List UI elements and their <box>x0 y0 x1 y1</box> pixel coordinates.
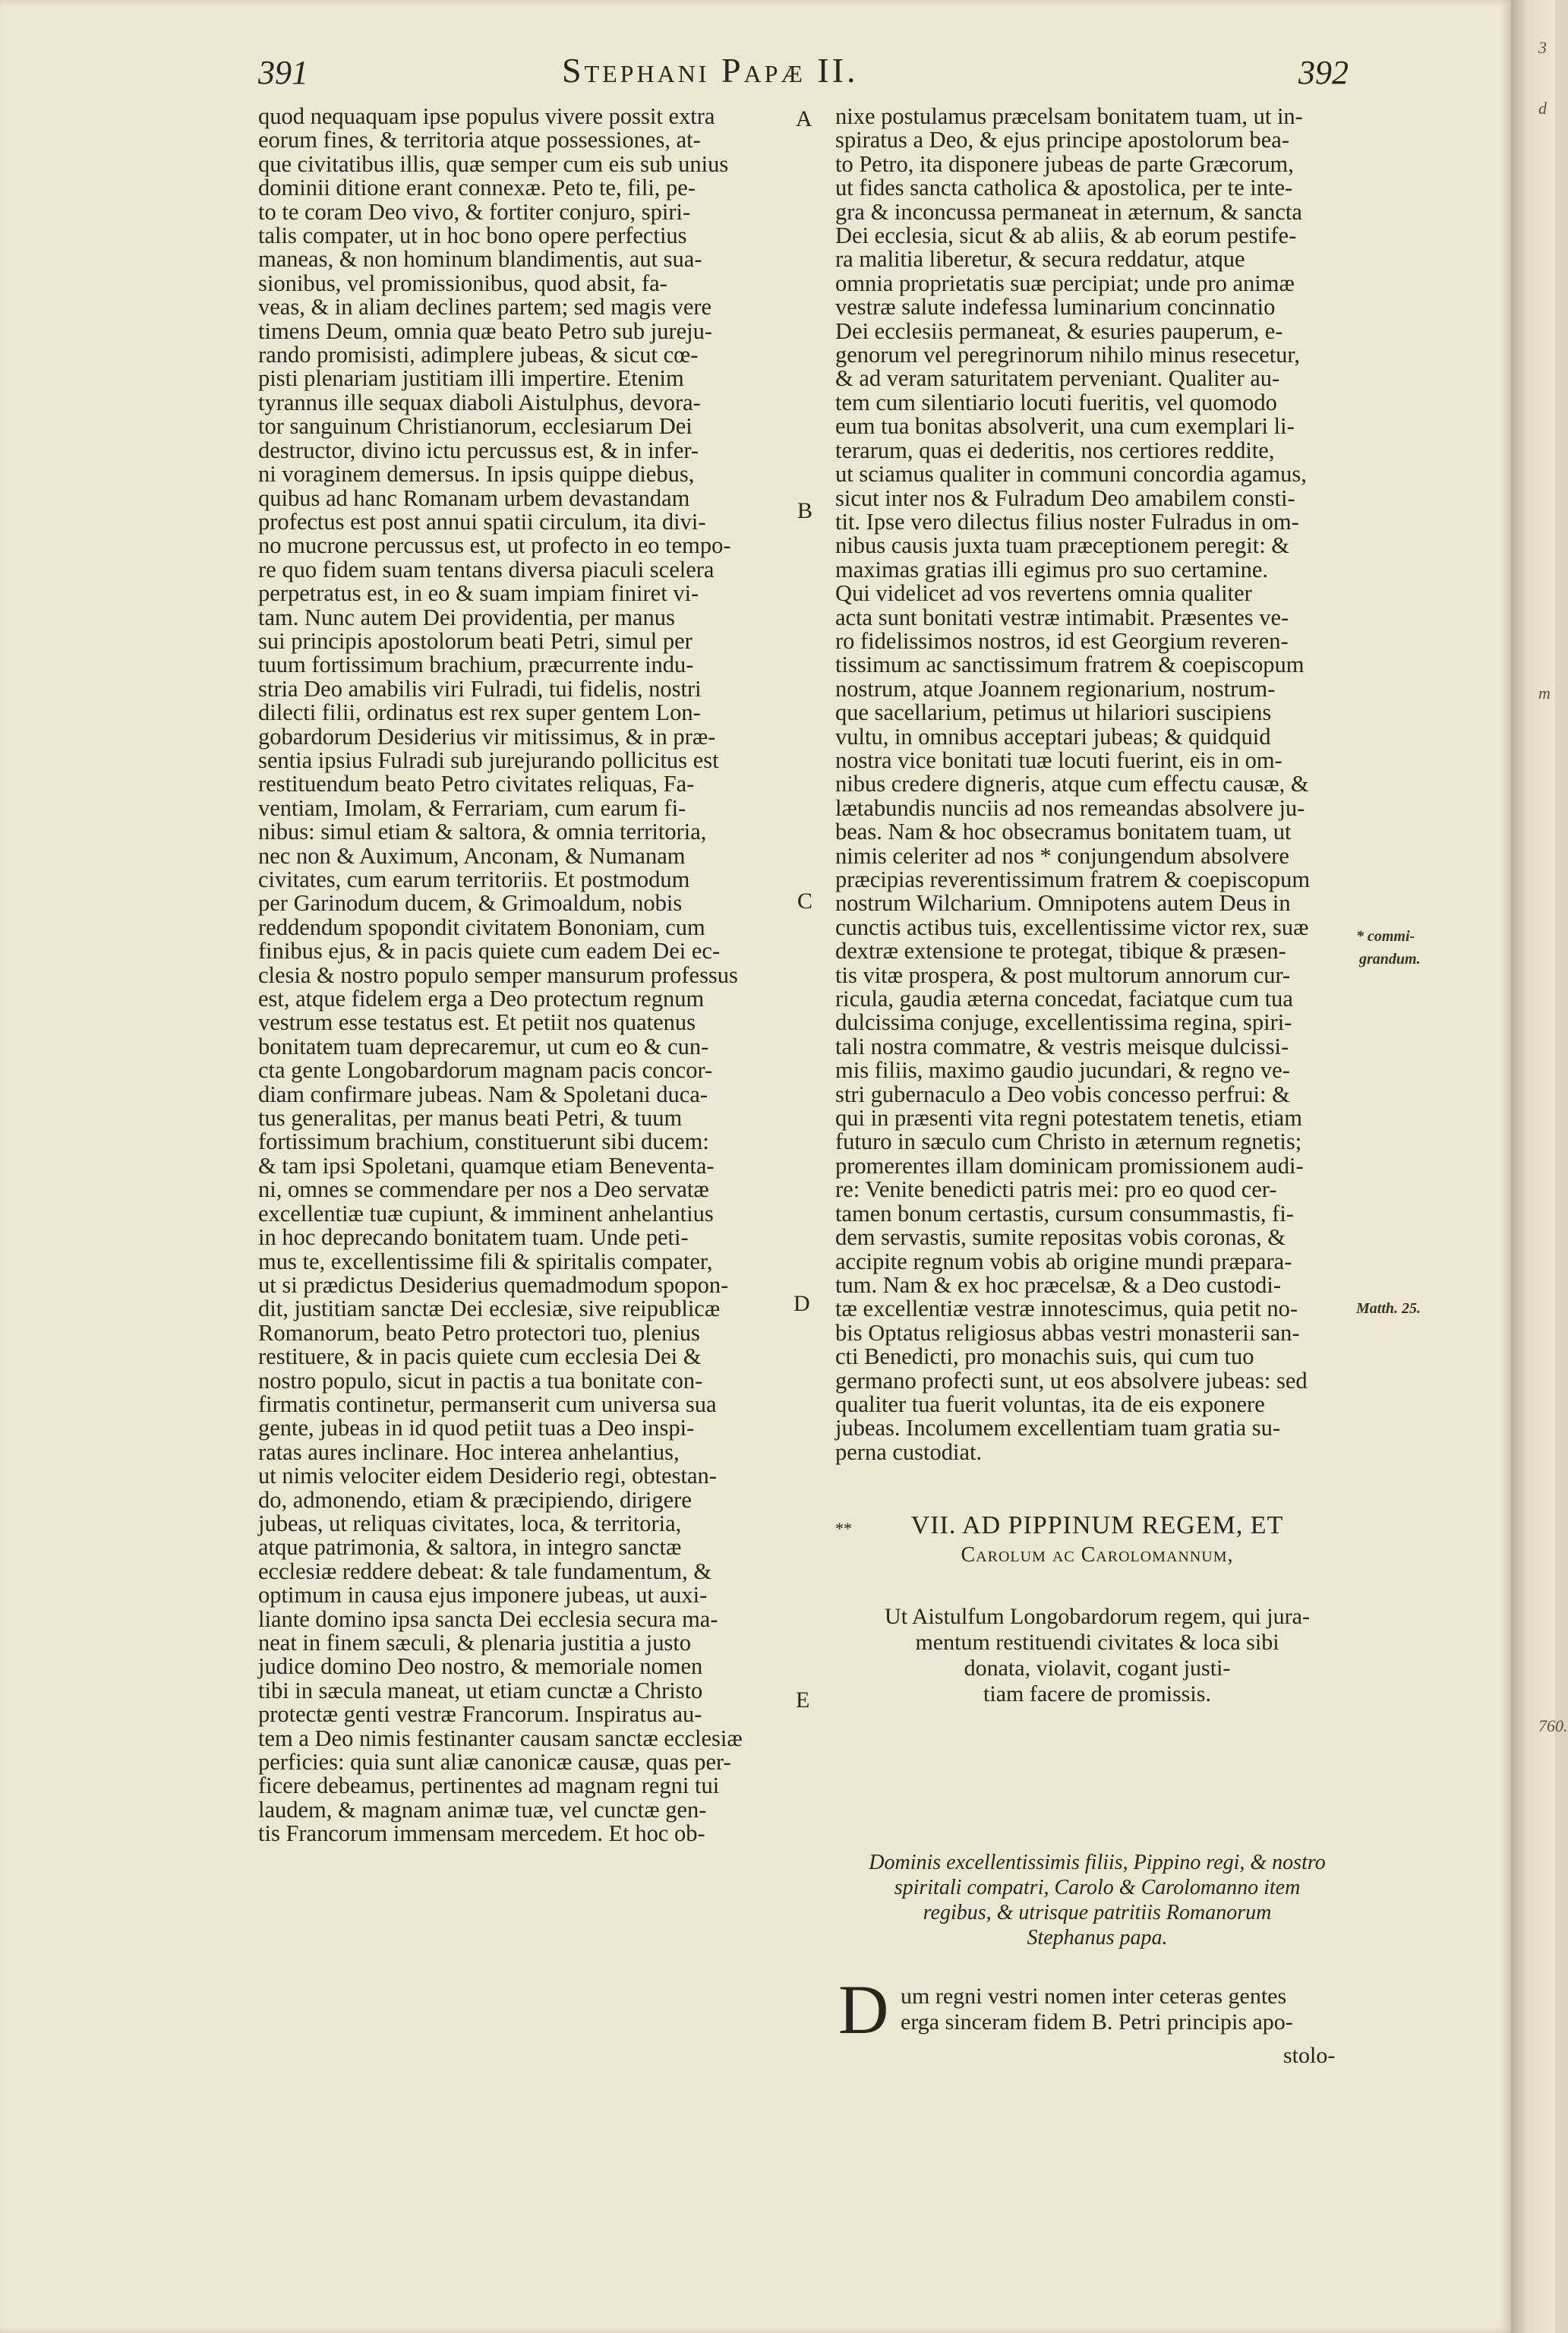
text-line: tuum fortissimum brachium, præcurrente indu- <box>258 652 694 678</box>
text-line: fortissimum brachium, constituerunt sibi ducem: <box>258 1129 709 1155</box>
text-line: tæ excellentiæ vestræ innotescimus, quia petit no- <box>835 1296 1298 1322</box>
text-line: reddendum spopondit civitatem Bononiam, cum <box>258 914 705 940</box>
text-line: tis vitæ prospera, & post multorum annorum cur- <box>835 961 1291 988</box>
text-line: cta gente Longobardorum magnam pacis concor- <box>258 1057 713 1084</box>
text-line: qui in præsenti vita regni potestatem tenetis, etiam <box>835 1105 1302 1132</box>
text-line: tissimum ac sanctissimum fratrem & coepiscopum <box>835 652 1305 678</box>
text-line: jubeas, ut reliquas civitates, loca, & territoria, <box>258 1510 682 1536</box>
chapter-title: VII. AD PIPPINUM REGEM, ET <box>910 1511 1284 1539</box>
text-line: spiratus a Deo, & ejus principe apostolorum bea- <box>835 127 1289 153</box>
text-line: Romanorum, beato Petro protectori tuo, plenius <box>258 1319 700 1346</box>
text-line: tum. Nam & ex hoc præcelsæ, & a Deo custodi- <box>835 1271 1282 1298</box>
text-line: tyrannus ille sequax diaboli Aistulphus, devora- <box>258 389 701 415</box>
text-line: diam confirmare jubeas. Nam & Spoletani duca- <box>258 1081 708 1107</box>
text-line: tus generalitas, per manus beati Petri, & tuum <box>258 1105 683 1132</box>
text-line: liante domino ipsa sancta Dei ecclesia secura ma- <box>258 1605 718 1632</box>
summary-line: mentum restituendi civitates & loca sibi <box>915 1630 1279 1655</box>
summary-line: Ut Aistulfum Longobardorum regem, qui jura- <box>885 1604 1310 1629</box>
text-line: excellentiæ tuæ cupiunt, & imminent anhelantius <box>258 1200 714 1226</box>
next-page-edge <box>1511 0 1555 2333</box>
text-line: veas, & in aliam declines partem; sed magis vere <box>258 294 712 320</box>
text-line: sui principis apostolorum beati Petri, simul per <box>258 627 693 654</box>
text-line: optimum in causa ejus imponere jubeas, ut auxi- <box>258 1582 708 1608</box>
text-line: quibus ad hanc Romanam urbem devastandam <box>258 485 690 511</box>
text-line: ventiam, Imolam, & Ferrariam, cum earum fi- <box>258 794 686 821</box>
text-line: talis compater, ut in hoc bono opere perfectius <box>258 223 687 249</box>
text-line: sionibus, vel promissionibus, quod absit, fa- <box>258 270 667 296</box>
text-line: cunctis actibus tuis, excellentissime victor rex, suæ <box>835 914 1309 940</box>
text-line: sicut inter nos & Fulradum Deo amabilem consti- <box>835 485 1295 511</box>
text-line: bis Optatus religiosus abbas vestri monasterii san- <box>835 1319 1300 1346</box>
text-line: quod nequaquam ipse populus vivere possit extra <box>258 103 715 129</box>
text-line: re quo fidem suam tentans diversa piaculi scelera <box>258 556 715 582</box>
text-line: rando promisisti, adimplere jubeas, & sicut cœ- <box>258 342 699 368</box>
text-line: gobardorum Desiderius vir mitissimus, & in præ- <box>258 723 716 750</box>
text-line: nimis celeriter ad nos * conjungendum absolvere <box>835 842 1289 869</box>
text-line: tem a Deo nimis festinanter causam sanctæ ecclesiæ <box>258 1725 743 1751</box>
text-line: protectæ genti vestræ Francorum. Inspiratus au- <box>258 1701 702 1728</box>
text-line: gente, jubeas in id quod petiit tuas a Deo inspi- <box>258 1415 695 1441</box>
text-line: to te coram Deo vivo, & fortiter conjuro, spiri- <box>258 198 691 225</box>
text-line: vestrum esse testatus est. Et petiit nos quatenus <box>258 1009 696 1036</box>
chapter-summary <box>835 1604 1359 1707</box>
text-line: Dei ecclesiis permaneat, & esuries pauperum, e- <box>835 317 1283 344</box>
text-line: nibus: simul etiam & saltora, & omnia territoria, <box>258 819 707 845</box>
text-line: stria Deo amabilis viri Fulradi, tui fidelis, nostri <box>258 675 702 702</box>
text-line: acta sunt bonitati vestræ intimabit. Præsentes ve- <box>835 604 1289 630</box>
text-line: dilecti filii, ordinatus est rex super gentem Lon- <box>258 699 701 726</box>
chapter-asterisks: ** <box>835 1519 852 1538</box>
text-line: ut fides sancta catholica & apostolica, per te inte- <box>835 175 1293 201</box>
text-line: ro fidelissimos nostros, id est Georgium reveren- <box>835 627 1289 654</box>
address-line: Stephanus papa. <box>1027 1926 1168 1949</box>
text-line: maximas gratias illi egimus pro suo certamine. <box>835 556 1269 582</box>
opening-line: um regni vestri nomen inter ceteras gentes <box>901 1984 1287 2009</box>
text-line: ecclesiæ reddere debeat: & tale fundamentum, & <box>258 1558 712 1584</box>
text-line: ni voraginem demersus. In ipsis quippe diebus, <box>258 461 695 488</box>
text-line: re: Venite benedicti patris mei: pro eo quod cer- <box>835 1176 1277 1203</box>
text-line: beas. Nam & hoc obsecramus bonitatem tuam, ut <box>835 819 1292 845</box>
text-line: eum tua bonitas absolverit, una cum exemplari li- <box>835 413 1295 440</box>
left-text-column <box>258 105 790 1846</box>
chapter-heading <box>835 1511 1359 1567</box>
text-line: nostrum Wilcharium. Omnipotens autem Deus in <box>835 890 1291 917</box>
text-line: tamen bonum certastis, cursum consummastis, fi- <box>835 1200 1294 1226</box>
text-line: stri gubernaculo a Deo vobis concesso perfrui: & <box>835 1081 1290 1107</box>
next-page-fragment: m <box>1538 683 1551 702</box>
drop-cap-initial: D <box>838 1971 889 2048</box>
text-line: ut nimis velociter eidem Desiderio regi, obtestan- <box>258 1463 717 1489</box>
text-line: do, admonendo, etiam & præcipiendo, dirigere <box>258 1486 692 1513</box>
summary-line: donata, violavit, cogant justi- <box>964 1656 1231 1681</box>
section-marker-e: E <box>796 1687 810 1713</box>
text-line: ni, omnes se commendare per nos a Deo servatæ <box>258 1176 709 1203</box>
text-line: tibi in sæcula maneat, ut etiam cunctæ a Christo <box>258 1677 703 1703</box>
text-line: lætabundis nunciis ad nos remeandas absolvere ju- <box>835 794 1305 821</box>
text-line: jubeas. Incolumem excellentiam tuam gratia su- <box>835 1415 1281 1441</box>
text-line: bonitatem tuam deprecaremur, ut cum eo & cun- <box>258 1033 709 1059</box>
text-line: omnia proprietatis suæ percipiat; unde pro animæ <box>835 270 1295 296</box>
text-line: to Petro, ita disponere jubeas de parte Græcorum, <box>835 150 1294 177</box>
text-line: dulcissima conjuge, excellentissima regina, spiri- <box>835 1009 1292 1036</box>
right-text-column <box>835 105 1352 1464</box>
text-line: tali nostra commatre, & vestris meisque dulcissi- <box>835 1033 1289 1059</box>
text-line: tis Francorum immensam mercedem. Et hoc ob- <box>258 1820 705 1847</box>
text-line: timens Deum, omnia quæ beato Petro sub jureju- <box>258 317 713 344</box>
text-line: tor sanguinum Christianorum, ecclesiarum Dei <box>258 413 693 440</box>
text-line: dit, justitiam sanctæ Dei ecclesiæ, sive reipublicæ <box>258 1296 721 1322</box>
text-line: perficies: quia sunt aliæ canonicæ causæ, quas per- <box>258 1749 731 1776</box>
text-line: præcipias reverentissimum fratrem & coepiscopum <box>835 867 1311 892</box>
text-line: clesia & nostro populo semper mansurum professus <box>258 961 738 988</box>
margin-note-grandum: grandum. <box>1359 951 1421 968</box>
text-line: qualiter tua fuerit voluntas, ita de eis exponere <box>835 1391 1265 1417</box>
text-line: nostrum, atque Joannem regionarium, nostrum- <box>835 675 1276 702</box>
text-line: vestræ salute indefessa luminarium concinnatio <box>835 294 1276 320</box>
text-line: accipite regnum vobis ab origine mundi præpara- <box>835 1248 1292 1274</box>
address-line: spiritali compatri, Carolo & Carolomanno item <box>894 1876 1301 1899</box>
text-line: dem servastis, sumite repositas vobis coronas, & <box>835 1224 1286 1251</box>
next-page-fragment: 3 <box>1538 38 1547 57</box>
text-line: destructor, divino ictu percussus est, & in infer- <box>258 437 699 463</box>
next-page-fragment: d <box>1538 99 1547 118</box>
text-line: germano profecti sunt, ut eos absolvere jubeas: sed <box>835 1367 1308 1394</box>
text-line: maneas, & non hominum blandimentis, aut sua- <box>258 246 702 273</box>
text-line: nostro populo, sicut in pactis a tua bonitate con- <box>258 1367 703 1394</box>
text-line: tit. Ipse vero dilectus filius noster Fulradus in om- <box>835 508 1299 535</box>
chapter-subtitle: Carolum ac Carolomannum, <box>961 1543 1234 1567</box>
text-line: perna custodiat. <box>835 1438 983 1465</box>
section-marker-b: B <box>797 498 813 523</box>
text-line: dominii ditione erant connexæ. Peto te, fili, pe- <box>258 175 696 201</box>
page-number-right: 392 <box>1298 54 1349 91</box>
text-line: atque patrimonia, & saltora, in integro sanctæ <box>258 1534 682 1561</box>
text-line: mus te, excellentissime fili & spiritalis compater, <box>258 1248 713 1274</box>
margin-note-matth: Matth. 25. <box>1356 1300 1421 1317</box>
summary-line: tiam facere de promissis. <box>983 1681 1211 1706</box>
section-marker-a: A <box>796 106 812 131</box>
text-line: ra malitia liberetur, & secura reddatur, atque <box>835 246 1245 273</box>
text-line: pisti plenariam justitiam illi impertire. Etenim <box>258 365 684 392</box>
address-line: regibus, & utrisque patritiis Romanorum <box>923 1901 1272 1924</box>
text-line: civitates, cum earum territoriis. Et postmodum <box>258 867 690 892</box>
text-line: ut sciamus qualiter in communi concordia agamus, <box>835 461 1307 488</box>
text-line: terarum, quas ei dederitis, nos certiores reddite, <box>835 437 1275 463</box>
text-line: est, atque fidelem erga a Deo protectum regnum <box>258 986 705 1012</box>
text-line: cti Benedicti, pro monachis suis, qui cum tuo <box>835 1343 1254 1370</box>
text-line: tem cum silentiario locuti fueritis, vel quomodo <box>835 389 1277 415</box>
running-title: Stephani Papæ II. <box>562 51 859 90</box>
text-line: dextræ extensione te protegat, tibique & præsen- <box>835 938 1286 964</box>
text-line: que sacellarium, petimus ut hilariori suscipiens <box>835 699 1272 726</box>
text-line: perpetratus est, in eo & suam impiam finiret vi- <box>258 580 699 607</box>
margin-note-commi: * commi- <box>1356 928 1415 945</box>
text-line: firmatis continetur, permanserit cum universa sua <box>258 1391 717 1417</box>
text-line: no mucrone percussus est, ut profecto in eo tempo- <box>258 532 731 559</box>
text-line: laudem, & magnam animæ tuæ, vel cunctæ gen- <box>258 1796 707 1823</box>
text-line: neat in finem sæculi, & plenaria justitia a justo <box>258 1630 692 1656</box>
opening-line: erga sinceram fidem B. Petri principis apo- <box>901 2009 1293 2035</box>
text-line: eorum fines, & territoria atque possessiones, at- <box>258 127 701 153</box>
text-line: sentia ipsius Fulradi sub jurejurando pollicitus est <box>258 747 719 773</box>
text-line: per Garinodum ducem, & Grimoaldum, nobis <box>258 890 683 917</box>
text-line: nec non & Auximum, Anconam, & Numanam <box>258 842 686 869</box>
text-line: profectus est post annui spatii circulum, ita divi- <box>258 508 706 535</box>
text-line: genorum vel peregrinorum nihilo minus resecetur, <box>835 342 1300 368</box>
section-marker-d: D <box>793 1291 810 1316</box>
text-line: futuro in sæculo cum Christo in æternum regnetis; <box>835 1129 1302 1155</box>
text-line: gra & inconcussa permaneat in æternum, & sancta <box>835 198 1302 225</box>
text-line: nostra vice bonitati tuæ locuti fuerint, eis in om- <box>835 747 1282 773</box>
text-line: ficere debeamus, pertinentes ad magnam regni tui <box>258 1773 720 1799</box>
address-line: Dominis excellentissimis filiis, Pippino regi, & nostro <box>869 1851 1326 1874</box>
text-line: Dei ecclesia, sicut & ab aliis, & ab eorum pestife- <box>835 223 1297 249</box>
text-line: restituendum beato Petro civitates reliquas, Fa- <box>258 771 695 797</box>
catchword: stolo- <box>1283 2043 1336 2068</box>
text-line: vultu, in omnibus acceptari jubeas; & quidquid <box>835 723 1271 750</box>
next-page-fragment: 760. <box>1538 1716 1568 1735</box>
text-line: tam. Nunc autem Dei providentia, per manus <box>258 604 675 630</box>
page-number-left: 391 <box>258 54 308 91</box>
section-marker-c: C <box>797 889 813 914</box>
letter-opening <box>901 1984 1359 2035</box>
text-line: que civitatibus illis, quæ semper cum eis sub unius <box>258 150 729 177</box>
text-line: nibus credere digneris, atque cum effectu causæ, & <box>835 771 1309 797</box>
text-line: in hoc deprecando bonitatem tuam. Unde peti- <box>258 1224 689 1251</box>
letter-address <box>835 1850 1359 1950</box>
text-line: ratas aures inclinare. Hoc interea anhelantius, <box>258 1438 680 1465</box>
text-line: nixe postulamus præcelsam bonitatem tuam, ut in- <box>835 103 1303 129</box>
text-line: ricula, gaudia æterna concedat, faciatque cum tua <box>835 986 1293 1012</box>
text-line: & tam ipsi Spoletani, quamque etiam Beneventa- <box>258 1152 715 1179</box>
text-line: Qui videlicet ad vos revertens omnia qualiter <box>835 580 1252 607</box>
text-line: promerentes illam dominicam promissionem audi- <box>835 1152 1304 1179</box>
text-line: nibus causis juxta tuam præceptionem peregit: & <box>835 532 1290 559</box>
text-line: judice domino Deo nostro, & memoriale nomen <box>258 1653 703 1680</box>
text-line: ut si prædictus Desiderius quemadmodum spopon- <box>258 1271 729 1298</box>
text-line: finibus ejus, & in pacis quiete cum eadem Dei ec- <box>258 938 721 964</box>
text-line: restituere, & in pacis quiete cum ecclesia Dei & <box>258 1343 702 1370</box>
text-line: mis filiis, maximo gaudio jucundari, & regno ve- <box>835 1057 1290 1084</box>
text-line: & ad veram saturitatem perveniant. Qualiter au- <box>835 365 1280 392</box>
